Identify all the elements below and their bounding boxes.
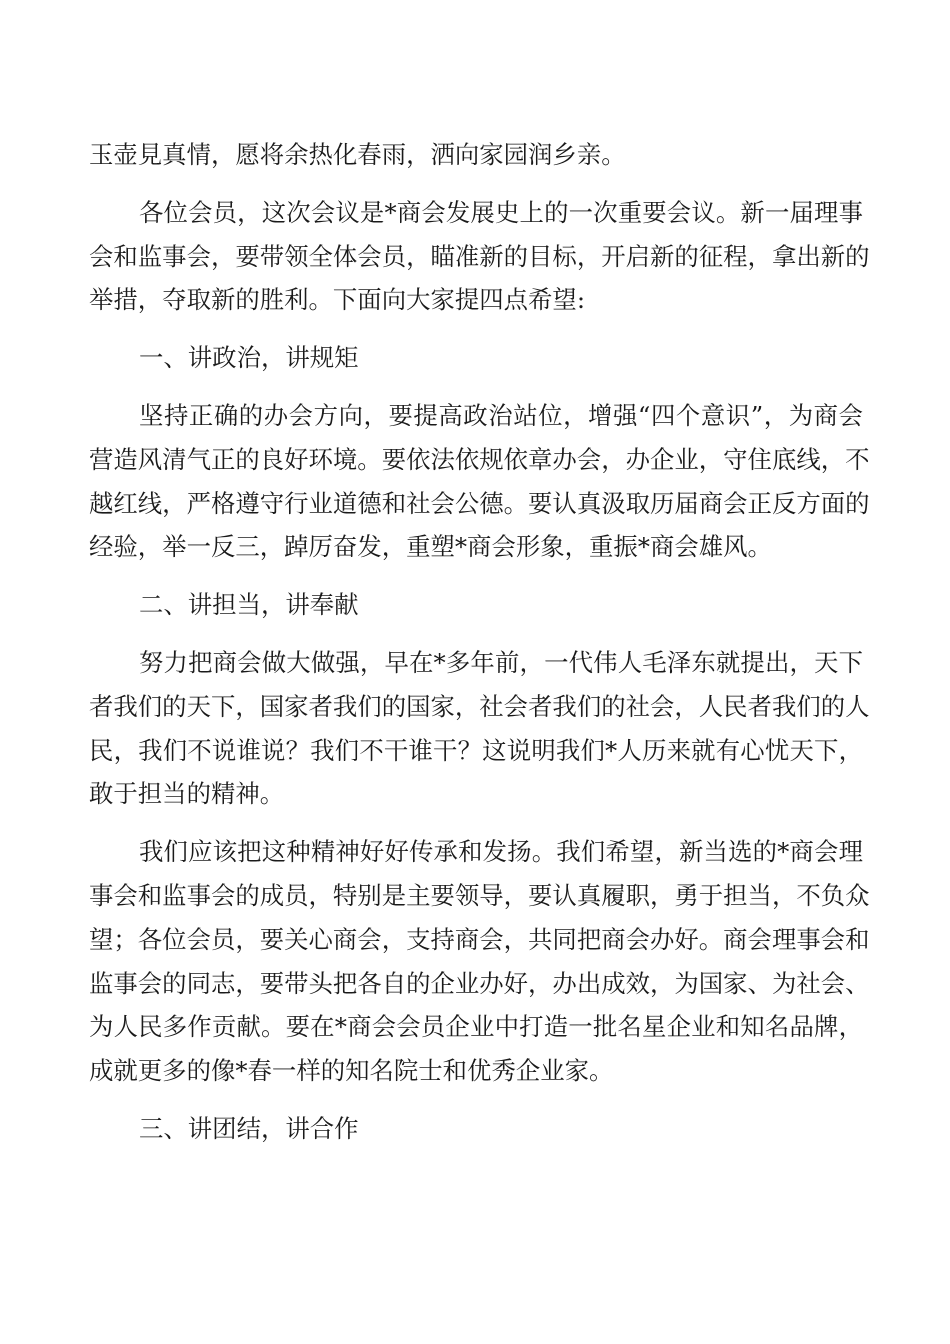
heading-text: 一、讲政治，讲规矩 xyxy=(139,343,359,373)
text-line: 各位会员，这次会议是*商会发展史上的一次重要会议。新一届理事 xyxy=(139,197,863,227)
paragraph xyxy=(89,641,870,816)
paragraph xyxy=(89,830,870,1093)
text-line: 望；各位会员，要关心商会，支持商会，共同把商会办好。商会理事会和 xyxy=(89,924,870,954)
text-line: 玉壶見真情，愿将余热化春雨，洒向家园润乡亲。 xyxy=(89,140,626,169)
paragraph xyxy=(89,133,863,177)
section-heading xyxy=(89,583,863,627)
heading-text: 三、讲团结，讲合作 xyxy=(139,1113,359,1143)
text-line: 会和监事会，要带领全体会员，瞄准新的目标，开启新的征程，拿出新的 xyxy=(89,241,870,271)
text-line: 者我们的天下，国家者我们的国家，社会者我们的社会，人民者我们的人 xyxy=(89,691,870,721)
text-line: 成就更多的像*春一样的知名院士和优秀企业家。 xyxy=(89,1056,614,1086)
text-line: 事会和监事会的成员，特别是主要领导，要认真履职，勇于担当，不负众 xyxy=(89,880,870,910)
text-line: 经验，举一反三，踔厉奋发，重塑*商会形象，重振*商会雄风。 xyxy=(89,532,772,562)
text-line: 努力把商会做大做强，早在*多年前，一代伟人毛泽东就提出，天下 xyxy=(139,647,863,677)
section-heading xyxy=(89,336,863,380)
text-line: 监事会的同志，要带头把各自的企业办好，办出成效，为国家、为社会、 xyxy=(89,968,870,998)
text-line: 民，我们不说谁说？我们不干谁干？这说明我们*人历来就有心忧天下， xyxy=(89,735,863,765)
text-line: 敢于担当的精神。 xyxy=(89,779,285,809)
text-line: 我们应该把这种精神好好传承和发扬。我们希望，新当选的*商会理 xyxy=(139,837,863,867)
text-line: 为人民多作贡献。要在*商会会员企业中打造一批名星企业和知名品牌， xyxy=(89,1012,863,1042)
text-line: 举措，夺取新的胜利。下面向大家提四点希望: xyxy=(89,285,586,315)
heading-text: 二、讲担当，讲奉献 xyxy=(139,590,359,620)
section-heading xyxy=(89,1107,863,1151)
paragraph xyxy=(89,394,870,569)
text-line: 坚持正确的办会方向，要提高政治站位，增强“四个意识”，为商会 xyxy=(139,400,863,430)
paragraph xyxy=(89,191,870,322)
document-body xyxy=(89,133,870,1151)
text-line: 营造风清气正的良好环境。要依法依规依章办会，办企业，守住底线，不 xyxy=(89,444,870,474)
text-line: 越红线，严格遵守行业道德和社会公德。要认真汲取历届商会正反方面的 xyxy=(89,488,870,518)
